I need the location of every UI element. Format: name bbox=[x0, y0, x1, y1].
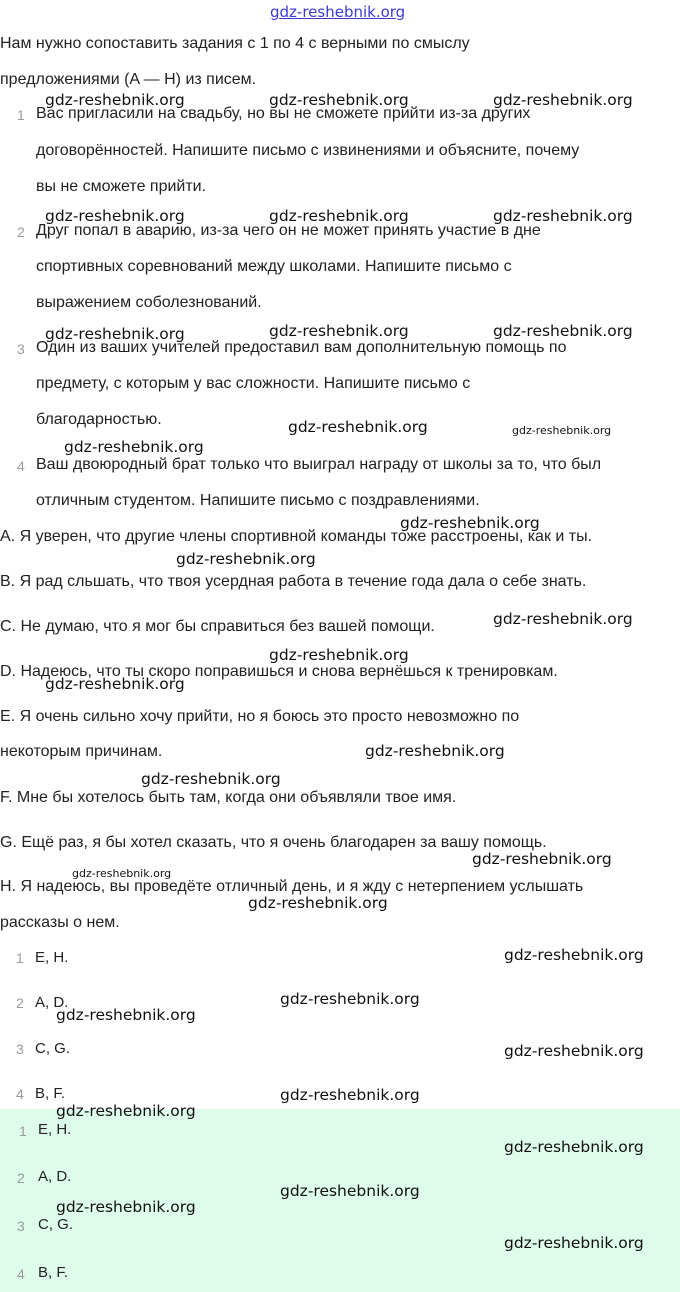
correct-answer-number: 3 bbox=[17, 1218, 25, 1234]
watermark-text: gdz-reshebnik.org bbox=[72, 867, 172, 880]
sentence-e: E. Я очень сильно хочу прийти, но я боюсь это просто невозможно по bbox=[0, 708, 520, 725]
watermark-text: gdz-reshebnik.org bbox=[269, 207, 409, 225]
watermark-text: gdz-reshebnik.org bbox=[493, 207, 633, 225]
watermark-text: gdz-reshebnik.org bbox=[288, 418, 428, 436]
sentence-b: B. Я рад сльшать, что твоя усердная работа в течение года дала о себе знать. bbox=[0, 573, 587, 590]
answer-value: C, G. bbox=[35, 1040, 71, 1057]
watermark-text: gdz-reshebnik.org bbox=[493, 610, 633, 628]
correct-answer-value: E, H. bbox=[38, 1121, 72, 1138]
watermark-text: gdz-reshebnik.org bbox=[56, 1006, 196, 1024]
watermark-text: gdz-reshebnik.org bbox=[269, 322, 409, 340]
watermark-text: gdz-reshebnik.org bbox=[472, 850, 612, 868]
watermark-text: gdz-reshebnik.org bbox=[56, 1102, 196, 1120]
watermark-text: gdz-reshebnik.org bbox=[141, 770, 281, 788]
task-number: 1 bbox=[17, 107, 25, 123]
watermark-text: gdz-reshebnik.org bbox=[512, 424, 612, 437]
task-number: 4 bbox=[17, 458, 25, 474]
watermark-text: gdz-reshebnik.org bbox=[45, 325, 185, 343]
watermark-text: gdz-reshebnik.org bbox=[269, 91, 409, 109]
sentence-e-continued: некоторым причинам. bbox=[0, 743, 163, 760]
correct-answer-number: 2 bbox=[17, 1170, 25, 1186]
task-line: договорённостей. Напишите письмо с извинениями и объясните, почему bbox=[36, 142, 580, 159]
watermark-text: gdz-reshebnik.org bbox=[56, 1198, 196, 1216]
intro-line-1: Нам нужно сопоставить задания с 1 по 4 с верными по смыслу bbox=[0, 35, 470, 52]
task-line: выражением соболезнований. bbox=[36, 294, 262, 311]
watermark-text: gdz-reshebnik.org bbox=[400, 514, 540, 532]
correct-answer-value: A, D. bbox=[38, 1168, 72, 1185]
watermark-text: gdz-reshebnik.org bbox=[504, 1042, 644, 1060]
watermark-text: gdz-reshebnik.org bbox=[504, 946, 644, 964]
task-line: предмету, с которым у вас сложности. Напишите письмо с bbox=[36, 375, 471, 392]
sentence-h: H. Я надеюсь, вы проведёте отличный день, и я жду с нетерпением услышать bbox=[0, 878, 584, 895]
watermark-text: gdz-reshebnik.org bbox=[365, 742, 505, 760]
watermark-text: gdz-reshebnik.org bbox=[504, 1234, 644, 1252]
task-line: Друг попал в аварию, из-за чего он не может принять участие в дне bbox=[36, 222, 541, 239]
watermark-text: gdz-reshebnik.org bbox=[45, 207, 185, 225]
sentence-c: C. Не думаю, что я мог бы справиться без вашей помощи. bbox=[0, 618, 435, 635]
correct-answer-number: 4 bbox=[17, 1266, 25, 1282]
task-line: Вас пригласили на свадьбу, но вы не сможете прийти из-за других bbox=[36, 105, 531, 122]
watermark-top-link[interactable]: gdz-reshebnik.org bbox=[270, 3, 406, 21]
task-number: 2 bbox=[17, 224, 25, 240]
correct-answer-value: B, F. bbox=[38, 1264, 69, 1281]
sentence-f: F. Мне бы хотелось быть там, когда они объявляли твое имя. bbox=[0, 789, 457, 806]
watermark-text: gdz-reshebnik.org bbox=[493, 91, 633, 109]
watermark-text: gdz-reshebnik.org bbox=[64, 438, 204, 456]
task-line: вы не сможете прийти. bbox=[36, 178, 207, 195]
sentence-g: G. Ещё раз, я бы хотел сказать, что я очень благодарен за вашу помощь. bbox=[0, 834, 547, 851]
answer-number: 1 bbox=[16, 950, 24, 966]
watermark-text: gdz-reshebnik.org bbox=[176, 550, 316, 568]
watermark-text: gdz-reshebnik.org bbox=[280, 990, 420, 1008]
sentence-h-continued: рассказы о нем. bbox=[0, 914, 120, 931]
correct-answer-value: C, G. bbox=[38, 1216, 74, 1233]
answer-number: 3 bbox=[16, 1041, 24, 1057]
task-line: благодарностью. bbox=[36, 411, 162, 428]
watermark-text: gdz-reshebnik.org bbox=[248, 894, 388, 912]
task-number: 3 bbox=[17, 341, 25, 357]
watermark-text: gdz-reshebnik.org bbox=[269, 646, 409, 664]
answer-value: E, H. bbox=[35, 949, 69, 966]
answer-value: B, F. bbox=[35, 1085, 66, 1102]
watermark-text: gdz-reshebnik.org bbox=[280, 1086, 420, 1104]
watermark-text: gdz-reshebnik.org bbox=[493, 322, 633, 340]
sentence-d: D. Надеюсь, что ты скоро поправишься и снова вернёшься к тренировкам. bbox=[0, 663, 558, 680]
watermark-text: gdz-reshebnik.org bbox=[45, 91, 185, 109]
watermark-text: gdz-reshebnik.org bbox=[504, 1138, 644, 1156]
task-line: Один из ваших учителей предоставил вам дополнительную помощь по bbox=[36, 339, 567, 356]
watermark-text: gdz-reshebnik.org bbox=[45, 675, 185, 693]
intro-line-2: предложениями (A — H) из писем. bbox=[0, 71, 257, 88]
correct-answer-number: 1 bbox=[19, 1123, 27, 1139]
task-line: Ваш двоюродный брат только что выиграл награду от школы за то, что был bbox=[36, 456, 602, 473]
answer-number: 2 bbox=[16, 995, 24, 1011]
watermark-text: gdz-reshebnik.org bbox=[280, 1182, 420, 1200]
answer-value: A, D. bbox=[35, 994, 69, 1011]
sentence-a: A. Я уверен, что другие члены спортивной команды тоже расстроены, как и ты. bbox=[0, 528, 593, 545]
task-line: спортивных соревнований между школами. Напишите письмо с bbox=[36, 258, 512, 275]
answer-number: 4 bbox=[16, 1086, 24, 1102]
task-line: отличным студентом. Напишите письмо с поздравлениями. bbox=[36, 492, 480, 509]
